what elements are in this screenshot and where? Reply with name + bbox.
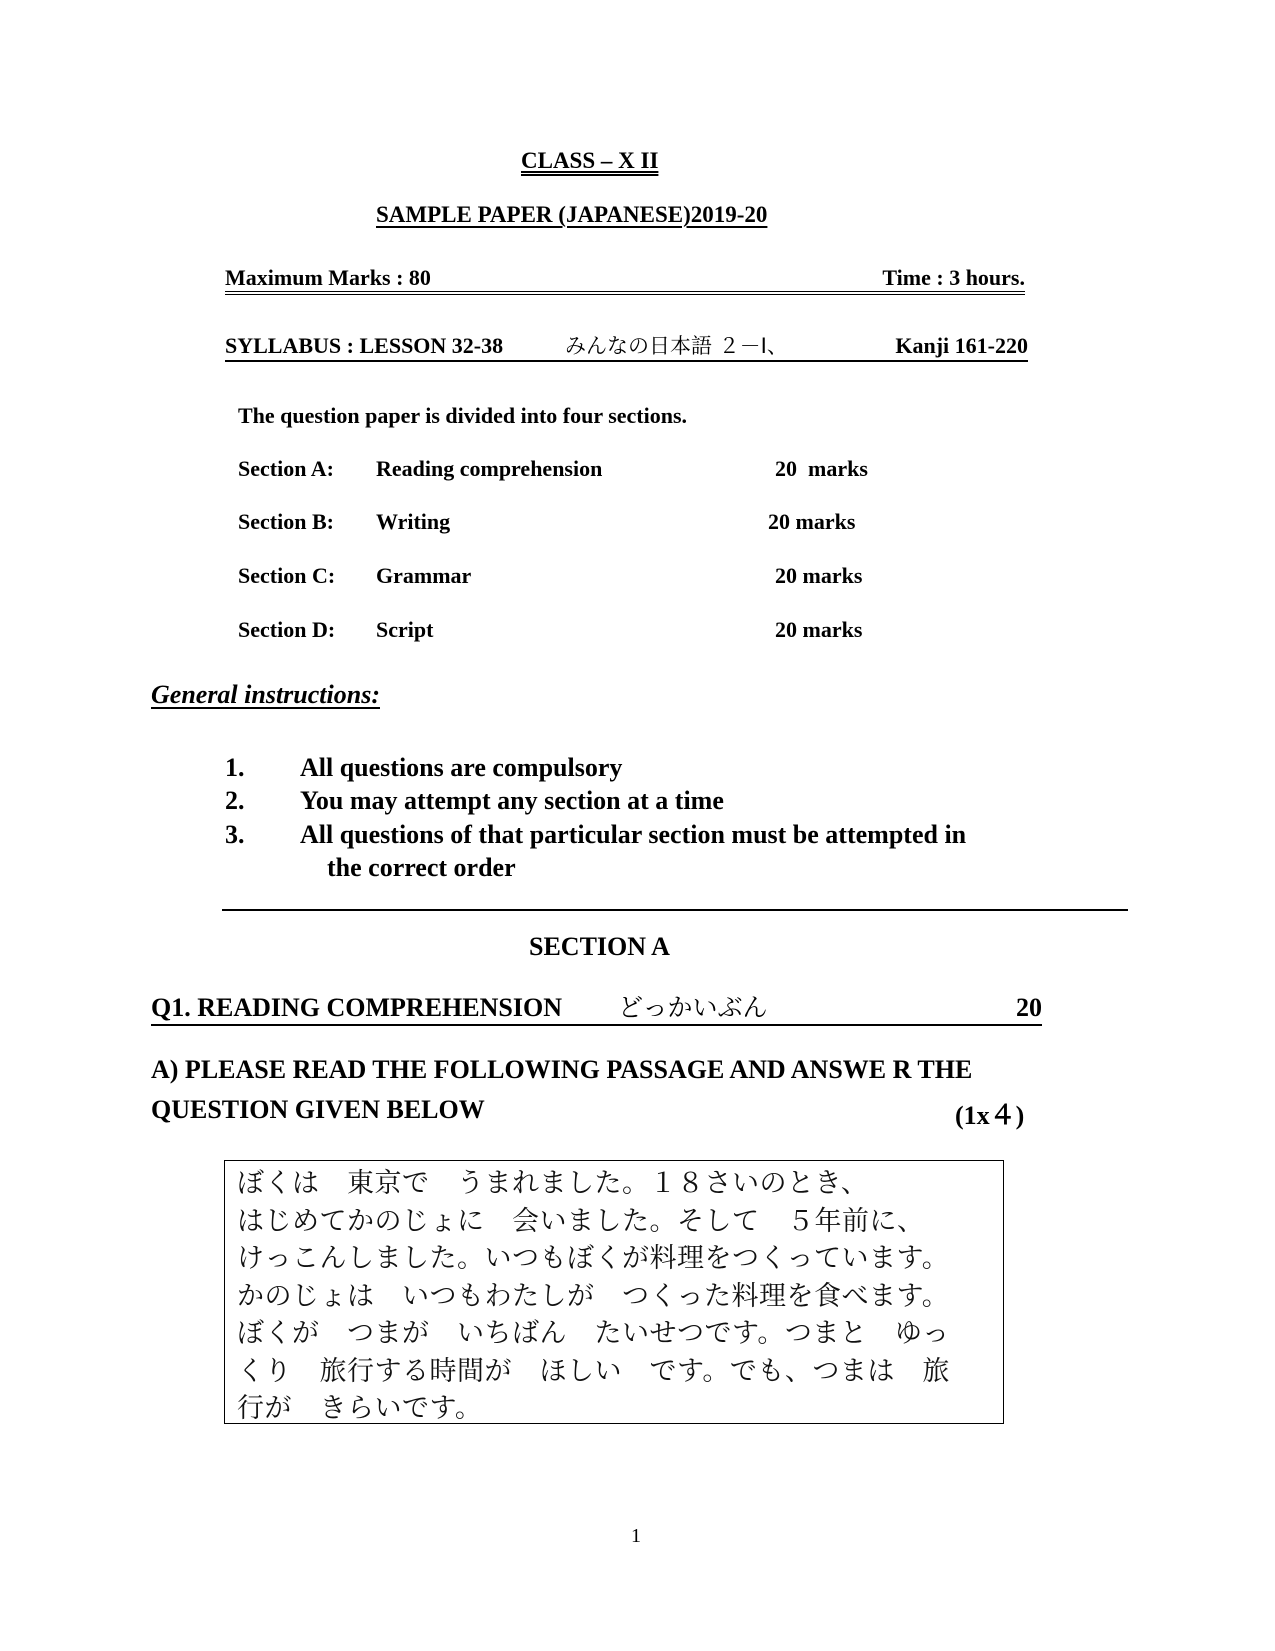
- passage-line: ぼくが つまが いちばん たいせつです。つまと ゆっ: [237, 1318, 950, 1349]
- section-divider: [222, 909, 1128, 911]
- reading-passage-box: [224, 1160, 1004, 1424]
- section-c-label: Section C:: [238, 563, 336, 588]
- passage-line: けっこんしました。いつもぼくが料理をつくっています。: [237, 1243, 950, 1274]
- instruction-3-number: 3.: [225, 820, 245, 849]
- passage-line: かのじょは いつもわたしが つくった料理を食べます。: [237, 1280, 950, 1312]
- sections-intro: The question paper is divided into four sections.: [238, 403, 688, 428]
- class-title: CLASS – X II: [521, 148, 659, 173]
- q1a-marks: (1x４): [955, 1101, 1025, 1130]
- passage-line: ぼくは 東京で うまれました。１８さいのとき、: [237, 1168, 869, 1199]
- max-marks: Maximum Marks : 80: [225, 265, 431, 290]
- instruction-3-text: All questions of that particular section must be attempted in: [300, 820, 967, 849]
- instruction-1-number: 1.: [225, 753, 245, 782]
- section-d-label: Section D:: [238, 617, 336, 642]
- instruction-2-text: You may attempt any section at a time: [300, 786, 724, 815]
- page-number: 1: [631, 1525, 641, 1547]
- q1-heading: [151, 992, 1042, 1026]
- q1-label: Q1. READING COMPREHENSION: [151, 993, 562, 1022]
- time-allowed: Time : 3 hours.: [882, 265, 1025, 290]
- section-a-title: SECTION A: [529, 932, 670, 961]
- passage-line: くり 旅行する時間が ほしい です。でも、つまは 旅: [237, 1355, 950, 1387]
- paper-title: SAMPLE PAPER (JAPANESE)2019-20: [376, 202, 768, 227]
- passage-line: はじめてかのじょに 会いました。そして ５年前に、: [237, 1205, 925, 1237]
- section-b-name: Writing: [376, 509, 451, 534]
- syllabus-kanji: Kanji 161-220: [895, 333, 1028, 358]
- syllabus-row: [225, 332, 1028, 362]
- section-a-name: Reading comprehension: [376, 456, 603, 481]
- section-c-name: Grammar: [376, 563, 472, 588]
- q1-japanese-title: どっかいぶん: [618, 993, 768, 1022]
- syllabus-lessons: SYLLABUS : LESSON 32-38: [225, 333, 504, 358]
- syllabus-textbook: みんなの日本語 ２－I、: [565, 334, 788, 358]
- instruction-1-text: All questions are compulsory: [300, 753, 623, 782]
- section-b-marks: 20 marks: [768, 509, 856, 534]
- q1a-instruction-line1: A) PLEASE READ THE FOLLOWING PASSAGE AND ANSWE R THE: [151, 1055, 973, 1084]
- q1a-instruction-line2: QUESTION GIVEN BELOW: [151, 1095, 485, 1124]
- section-d-marks: 20 marks: [775, 617, 863, 642]
- general-instructions-title: General instructions:: [151, 680, 380, 709]
- passage-line: 行が きらいです。: [237, 1393, 483, 1424]
- instruction-3-continuation: the correct order: [327, 853, 516, 882]
- q1-marks: 20: [1016, 993, 1042, 1022]
- section-a-marks: 20 marks: [775, 456, 868, 481]
- marks-time-row: [225, 265, 1025, 295]
- instruction-2-number: 2.: [225, 786, 245, 815]
- section-d-name: Script: [376, 617, 434, 642]
- section-b-label: Section B:: [238, 509, 334, 534]
- section-c-marks: 20 marks: [775, 563, 863, 588]
- section-a-label: Section A:: [238, 456, 334, 481]
